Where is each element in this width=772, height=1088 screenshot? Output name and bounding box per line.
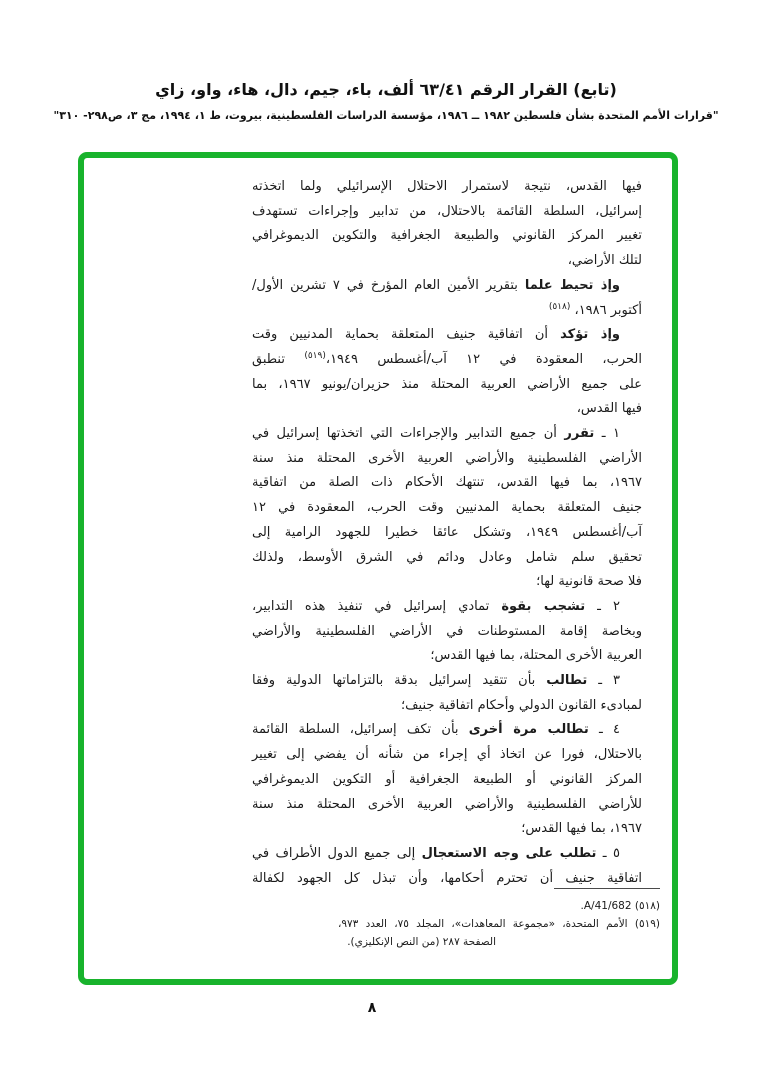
text-segment: تقرر <box>564 426 595 442</box>
text-line <box>252 644 642 669</box>
text-segment: بأن تكف إسرائيل، السلطة القائمة <box>252 722 469 738</box>
text-line <box>252 620 642 645</box>
text-segment: ١٩٦٧، بما فيها القدس؛ <box>521 821 642 837</box>
text-segment: ٤ ـ <box>588 722 621 738</box>
text-line <box>252 224 642 249</box>
text-segment: تحقيق سلم شامل وعادل ودائم في الشرق الأوسط، ولذلك <box>252 549 642 565</box>
highlight-box <box>78 152 678 985</box>
footnote-lines <box>338 897 660 951</box>
page-number: ٨ <box>367 1000 377 1016</box>
footnote-reference: (٥١٨) <box>548 301 571 312</box>
text-segment: أكتوبر ١٩٨٦، <box>570 302 642 318</box>
text-line <box>252 694 642 719</box>
text-segment: بتقرير الأمين العام المؤرخ في ٧ تشرين الأول/ <box>252 277 525 293</box>
footnote-divider <box>554 888 660 889</box>
text-line <box>252 743 642 768</box>
resolution-title: (تابع) القرار الرقم ٦٣/٤١ ألف، باء، جيم، دال، هاء، واو، زاي <box>155 80 617 99</box>
text-line <box>252 422 642 447</box>
text-line <box>252 570 642 595</box>
text-segment: ١٩٦٧، بما فيها القدس، تنتهك الأحكام ذات الصلة من اتفاقية <box>252 475 642 491</box>
text-segment: الصفحة ٢٨٧ (من النص الإنكليزي). <box>347 936 496 948</box>
text-line <box>252 521 642 546</box>
text-line <box>252 718 642 743</box>
text-segment: تغيير المركز القانوني والطبيعة الجغرافية والتكوين الديموغرافي <box>252 228 642 244</box>
source-citation: "قرارات الأمم المتحدة بشأن فلسطين ١٩٨٢ ــ ١٩٨٦، مؤسسة الدراسات الفلسطينية، بيروت، ط ١، ١٩٩٤، مج ٣، ص٢٩٨- ٣١٠" <box>53 109 719 122</box>
text-line <box>252 595 642 620</box>
text-line <box>252 447 642 472</box>
text-segment: أن اتفاقية جنيف المتعلقة بحماية المدنيين وقت <box>252 327 561 343</box>
text-segment: وبخاصة إقامة المستوطنات في الأراضي الفلسطينية والأراضي <box>252 623 642 639</box>
text-segment: تنطبق <box>252 351 305 367</box>
text-line <box>252 373 642 398</box>
text-segment: إسرائيل، السلطة القائمة بالاحتلال، من تدابير وإجراءات تستهدف <box>252 203 642 219</box>
text-segment: إلى جميع الدول الأطراف في <box>252 845 422 861</box>
text-segment: ٢ ـ <box>585 598 620 614</box>
footnote-line <box>338 933 660 951</box>
text-line <box>252 793 642 818</box>
text-segment: وإذ تؤكد <box>560 327 620 343</box>
footnotes-section <box>338 888 660 951</box>
text-line <box>252 842 642 867</box>
resolution-body-text <box>252 175 642 891</box>
text-segment: (٥١٨) A/41/682. <box>580 900 660 912</box>
text-segment: جنيف المتعلقة بحماية المدنيين وقت الحرب، المعقودة في ١٢ <box>252 500 642 516</box>
text-segment: تطالب <box>546 673 588 689</box>
text-line <box>252 175 642 200</box>
text-segment: بأن تتقيد إسرائيل بدقة بالتزاماتها الدولية وفقا <box>252 673 547 689</box>
text-segment: آب/أغسطس ١٩٤٩، وتشكل عائقا خطيرا للجهود الرامية إلى <box>252 524 642 540</box>
text-segment: لمبادىء القانون الدولي وأحكام اتفاقية جنيف؛ <box>400 697 642 713</box>
text-segment: فلا صحة قانونية لها؛ <box>536 574 642 590</box>
text-segment: تطالب مرة أخرى <box>468 722 589 738</box>
text-segment: فيها القدس، <box>576 401 642 417</box>
text-segment: فيها القدس، نتيجة لاستمرار الاحتلال الإسرائيلي ولما اتخذته <box>252 179 642 194</box>
text-segment: الحرب، المعقودة في ١٢ آب/أغسطس ١٩٤٩، <box>325 351 642 367</box>
text-segment: بالاحتلال، فورا عن اتخاذ أي إجراء من شأنه أن يفضي إلى تغيير <box>252 747 642 763</box>
text-line <box>252 471 642 496</box>
text-line <box>252 348 642 373</box>
text-line <box>252 274 642 299</box>
text-line <box>252 200 642 225</box>
text-line <box>252 669 642 694</box>
text-line <box>252 546 642 571</box>
text-line <box>252 299 642 324</box>
text-segment: المركز القانوني أو الطبيعة الجغرافية أو التكوين الديموغرافي <box>252 771 642 787</box>
text-segment: تطلب على وجه الاستعجال <box>421 845 597 861</box>
footnote-reference: (٥١٩) <box>304 350 326 361</box>
text-line <box>252 249 642 274</box>
text-segment: ٣ ـ <box>587 673 620 689</box>
text-segment: وإذ تحيط علما <box>524 277 620 293</box>
text-segment: تمادي إسرائيل في تنفيذ هذه التدابير، <box>252 598 502 614</box>
text-line <box>252 397 642 422</box>
text-segment: ١ ـ <box>594 426 621 442</box>
text-segment: ٥ ـ <box>596 845 620 861</box>
text-segment: للأراضي الفلسطينية والأراضي العربية الأخرى المحتلة منذ سنة <box>252 796 642 812</box>
text-line <box>252 323 642 348</box>
text-line <box>252 496 642 521</box>
text-line <box>252 768 642 793</box>
footnote-line <box>338 897 660 915</box>
text-line <box>252 817 642 842</box>
text-segment: تشجب بقوة <box>501 598 586 614</box>
text-segment: العربية الأخرى المحتلة، بما فيها القدس؛ <box>430 648 642 664</box>
text-segment: اتفاقية جنيف أن تحترم أحكامها، وأن تبذل كل الجهود لكفالة <box>252 870 642 886</box>
text-segment: أن جميع التدابير والإجراءات التي اتخذتها إسرائيل في <box>252 426 565 442</box>
text-segment: الأراضي الفلسطينية والأراضي العربية الأخرى المحتلة منذ سنة <box>252 450 642 466</box>
text-segment: على جميع الأراضي العربية المحتلة منذ حزيران/يونيو ١٩٦٧، بما <box>252 376 642 392</box>
footnote-line <box>338 915 660 933</box>
text-segment: لتلك الأراضي، <box>567 253 642 269</box>
text-segment: (٥١٩) الأمم المتحدة، «مجموعة المعاهدات»، المجلد ٧٥، العدد ٩٧٣، <box>338 918 660 930</box>
